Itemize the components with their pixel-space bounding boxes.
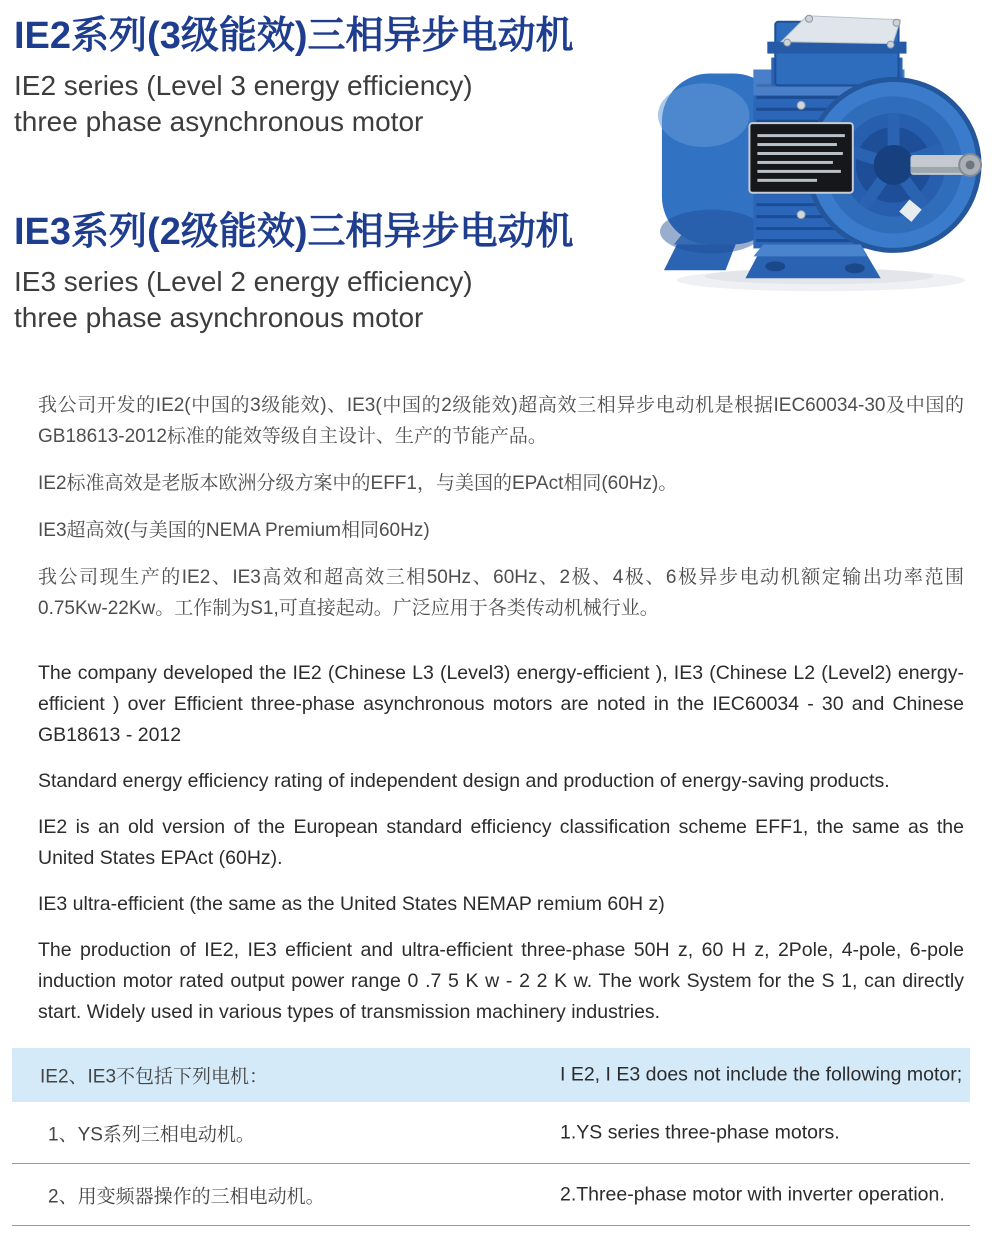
motor-photo (652, 6, 990, 298)
en-paragraph-2: Standard energy efficiency rating of independent design and production of energy-saving products. (38, 770, 890, 792)
title-ie2-zh: IE2系列(3级能效)三相异步电动机 (14, 15, 574, 57)
english-paragraphs (38, 658, 964, 1043)
exclusion-header-zh: IE2、IE3不包括下列电机： (40, 1066, 269, 1088)
subtitle-ie3-en (14, 264, 659, 336)
exclusion-header-en: I E2, I E3 does not include the following motor; (560, 1063, 963, 1086)
zh-paragraph-2: IE2标准高效是老版本欧洲分级方案中的EFF1，与美国的EPAct相同(60Hz)。 (38, 473, 678, 494)
zh-paragraph-4: 我公司现生产的IE2、IE3高效和超高效三相50Hz、60Hz、2极、4极、6极异步电动机额定输出功率范围0.75Kw-22Kw。工作制为S1,可直接起动。广泛应用于各类传动机械行业。 (38, 567, 964, 619)
subtitle-ie2-en (14, 68, 659, 140)
en-paragraph-5: The production of IE2, IE3 efficient and ultra-efficient three-phase 50H z, 60 H z, 2Pole, 4-pole, 6-pole induction motor rated output power range 0 .7 5 K w - 2 2 K w. The work System for the S 1, can directly start. Widely used in various types of transmission machinery industries. (38, 939, 964, 1023)
en-paragraph-1: The company developed the IE2 (Chinese L3 (Level3) energy-efficient ), IE3 (Chinese L2 (Level2) energy-efficient ) over Efficient three-phase asynchronous motors are noted in the IEC60034 - 30 and Chinese GB18613 - 2012 (38, 662, 964, 746)
exclusion-row-1 (12, 1102, 970, 1164)
exclusion-row-2-zh: 2、用变频器操作的三相电动机。 (48, 1186, 325, 1207)
motor-photo-svg (652, 6, 990, 298)
subtitle-ie2-en-line2: three phase asynchronous motor (14, 106, 424, 137)
heading-group-ie2 (14, 14, 659, 140)
chinese-paragraphs (38, 390, 964, 640)
en-paragraph-4: IE3 ultra-efficient (the same as the United States NEMAP remium 60H z) (38, 893, 665, 915)
heading-group-ie3 (14, 210, 659, 336)
exclusion-table-header (12, 1048, 970, 1102)
title-ie3-zh: IE3系列(2级能效)三相异步电动机 (14, 211, 574, 253)
subtitle-ie2-en-line1: IE2 series (Level 3 energy efficiency) (14, 70, 473, 101)
exclusion-table (12, 1048, 970, 1226)
zh-paragraph-1: 我公司开发的IE2(中国的3级能效)、IE3(中国的2级能效)超高效三相异步电动机是根据IEC60034-30及中国的GB18613-2012标准的能效等级自主设计、生产的节能产品。 (38, 395, 964, 447)
subtitle-ie3-en-line2: three phase asynchronous motor (14, 302, 424, 333)
subtitle-ie3-en-line1: IE3 series (Level 2 energy efficiency) (14, 266, 473, 297)
exclusion-row-1-en: 1.YS series three-phase motors. (560, 1121, 840, 1143)
exclusion-row-2-en: 2.Three-phase motor with inverter operation. (560, 1183, 945, 1205)
exclusion-row-2 (12, 1164, 970, 1226)
en-paragraph-3: IE2 is an old version of the European standard efficiency classification scheme EFF1, the same as the United States EPAct (60Hz). (38, 816, 964, 869)
exclusion-row-1-zh: 1、YS系列三相电动机。 (48, 1124, 255, 1145)
zh-paragraph-3: IE3超高效(与美国的NEMA Premium相同60Hz) (38, 520, 430, 541)
